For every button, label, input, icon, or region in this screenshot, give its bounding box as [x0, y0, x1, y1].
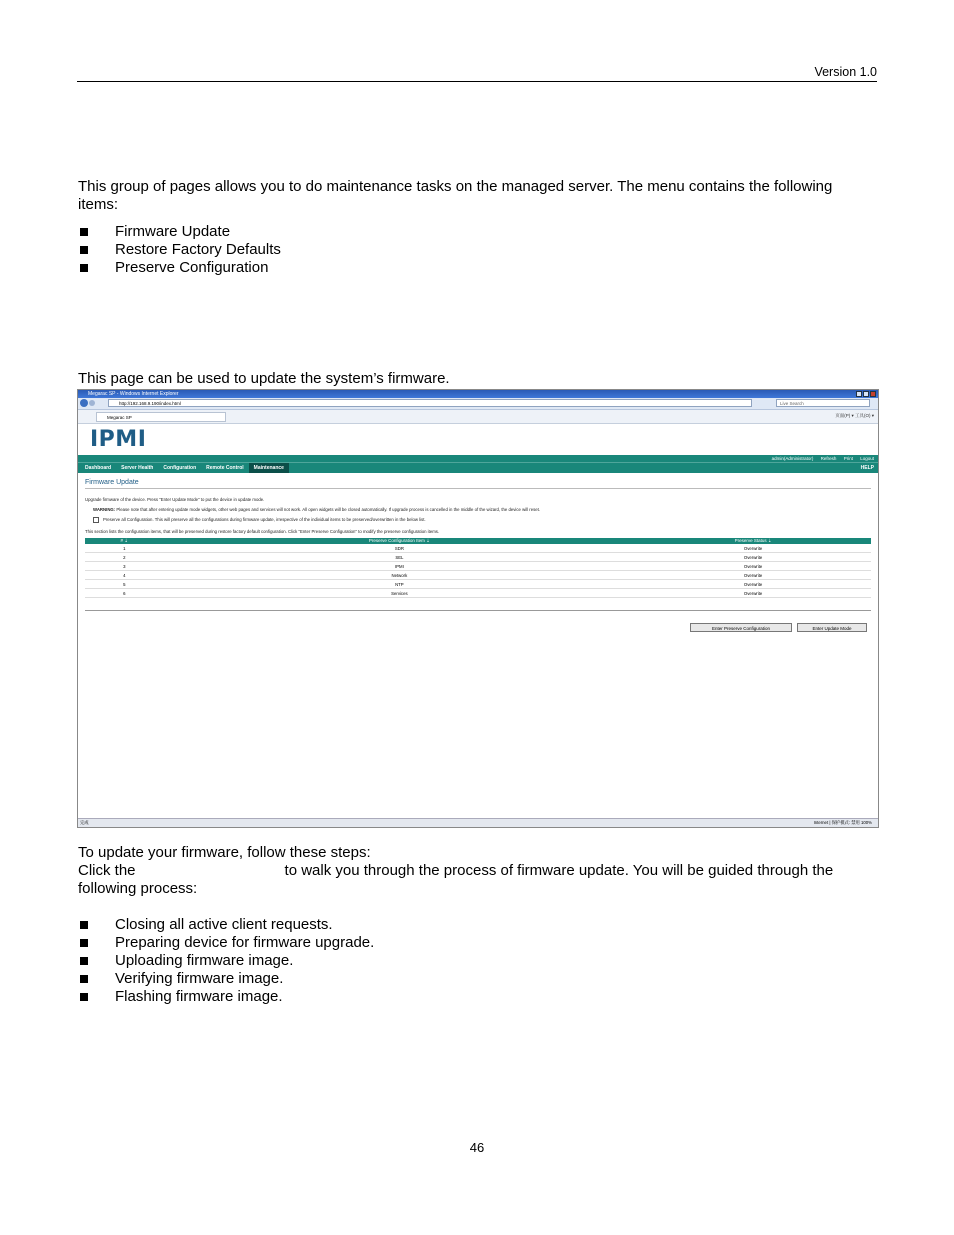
list-item: Preparing device for firmware upgrade. [78, 934, 374, 952]
maximize-icon[interactable] [863, 391, 869, 397]
preserve-all-label: Preserve all Configuration. This will preserve all the configurations during firmware update, irrespective of the individual items to be preserved/overwritten in the below list. [103, 517, 426, 523]
page-number: 46 [469, 1140, 485, 1155]
minimize-icon[interactable] [856, 391, 862, 397]
help-link[interactable]: HELP [860, 465, 874, 471]
page-description: Upgrade firmware of the device. Press "Enter Update Mode" to put the device in update mode. [85, 497, 265, 502]
table-row[interactable]: 2 SEL Overwrite [85, 553, 871, 562]
url-field[interactable]: http://192.168.9.190/index.html [108, 399, 752, 407]
content-divider [85, 610, 871, 611]
warning-text: WARNING: Please note that after entering update mode widgets, other web pages and services will not work. All open widgets will be closed automatically. If upgrade process is cancelled in the middle of the wizard, the device will reset. [93, 507, 541, 512]
page-title: Firmware Update [85, 479, 871, 489]
table-row[interactable]: 6 Services Overwrite [85, 589, 871, 598]
menu-dashboard[interactable]: Dashboard [85, 465, 112, 471]
window-title: Megarac SP - Windows Internet Explorer [88, 391, 179, 397]
list-item: Preserve Configuration [78, 259, 281, 277]
bullet-icon [80, 264, 88, 272]
top-link-bar [78, 455, 878, 462]
steps-instruction: Click the to walk you through the process of firmware update. You will be guided through the [78, 862, 834, 879]
close-icon[interactable] [870, 391, 876, 397]
col-item[interactable]: Preserve Configuration Item ⇣ [164, 538, 636, 544]
user-link[interactable]: admin(Administrator) [771, 456, 814, 461]
header-rule [77, 81, 877, 82]
steps-process-label: following process: [78, 880, 198, 897]
ipmi-logo: IPMI [90, 427, 147, 452]
ipmi-header [78, 424, 878, 455]
menu-maintenance[interactable]: Maintenance [249, 463, 289, 473]
firmware-intro: This page can be used to update the system’s firmware. [78, 370, 450, 387]
page-content [78, 479, 878, 611]
col-status[interactable]: Preserve Status ⇣ [635, 538, 871, 544]
toolbar-commands[interactable]: 页面(P) ▾ 工具(O) ▾ [835, 413, 874, 418]
intro-paragraph: This group of pages allows you to do maintenance tasks on the managed server. The menu contains the following items: [78, 178, 833, 213]
bullet-icon [80, 993, 88, 1001]
main-menu [78, 462, 878, 473]
status-bar [78, 818, 878, 827]
preserve-all-checkbox[interactable] [93, 517, 99, 523]
list-item: Flashing firmware image. [78, 988, 374, 1006]
logout-link[interactable]: Logout [860, 456, 874, 461]
table-row[interactable]: 1 SDR Overwrite [85, 544, 871, 553]
col-number[interactable]: # ⇣ [85, 538, 164, 544]
status-zone: Internet | 保护模式: 禁用 100% [813, 820, 872, 825]
menu-configuration[interactable]: Configuration [163, 465, 197, 471]
intro-list [78, 223, 281, 277]
bullet-icon [80, 228, 88, 236]
browser-screenshot [77, 389, 879, 828]
preserve-table [85, 538, 871, 598]
list-item: Restore Factory Defaults [78, 241, 281, 259]
section-note: This section lists the configuration items, that will be preserved during restore factory default configuration. Click "Enter Preserve Configuration" to modify the preserve configuration items. [85, 529, 440, 535]
print-link[interactable]: Print [843, 456, 853, 461]
address-bar [78, 398, 878, 410]
enter-preserve-config-button[interactable]: Enter Preserve Configuration [690, 623, 792, 632]
bullet-icon [80, 975, 88, 983]
window-titlebar [78, 390, 878, 398]
preserve-all-row [85, 517, 871, 523]
status-text: 完成 [80, 820, 89, 825]
back-icon[interactable] [80, 399, 88, 407]
browser-tab[interactable]: Megarac SP [96, 412, 226, 422]
search-input[interactable]: Live Search [776, 399, 870, 407]
bullet-icon [80, 939, 88, 947]
table-row[interactable]: 4 Network Overwrite [85, 571, 871, 580]
menu-remote-control[interactable]: Remote Control [206, 465, 244, 471]
list-item: Verifying firmware image. [78, 970, 374, 988]
menu-server-health[interactable]: Server Health [121, 465, 154, 471]
refresh-link[interactable]: Refresh [820, 456, 837, 461]
forward-icon[interactable] [89, 400, 95, 406]
list-item: Closing all active client requests. [78, 916, 374, 934]
bullet-icon [80, 957, 88, 965]
table-row[interactable]: 3 IPMI Overwrite [85, 562, 871, 571]
steps-intro: To update your firmware, follow these steps: [78, 844, 371, 861]
version-label: Version 1.0 [814, 65, 877, 79]
table-row[interactable]: 5 NTP Overwrite [85, 580, 871, 589]
list-item: Firmware Update [78, 223, 281, 241]
enter-update-mode-button[interactable]: Enter Update Mode [797, 623, 867, 632]
steps-list [78, 916, 374, 1006]
tab-strip [78, 410, 878, 424]
list-item: Uploading firmware image. [78, 952, 374, 970]
bullet-icon [80, 246, 88, 254]
bullet-icon [80, 921, 88, 929]
